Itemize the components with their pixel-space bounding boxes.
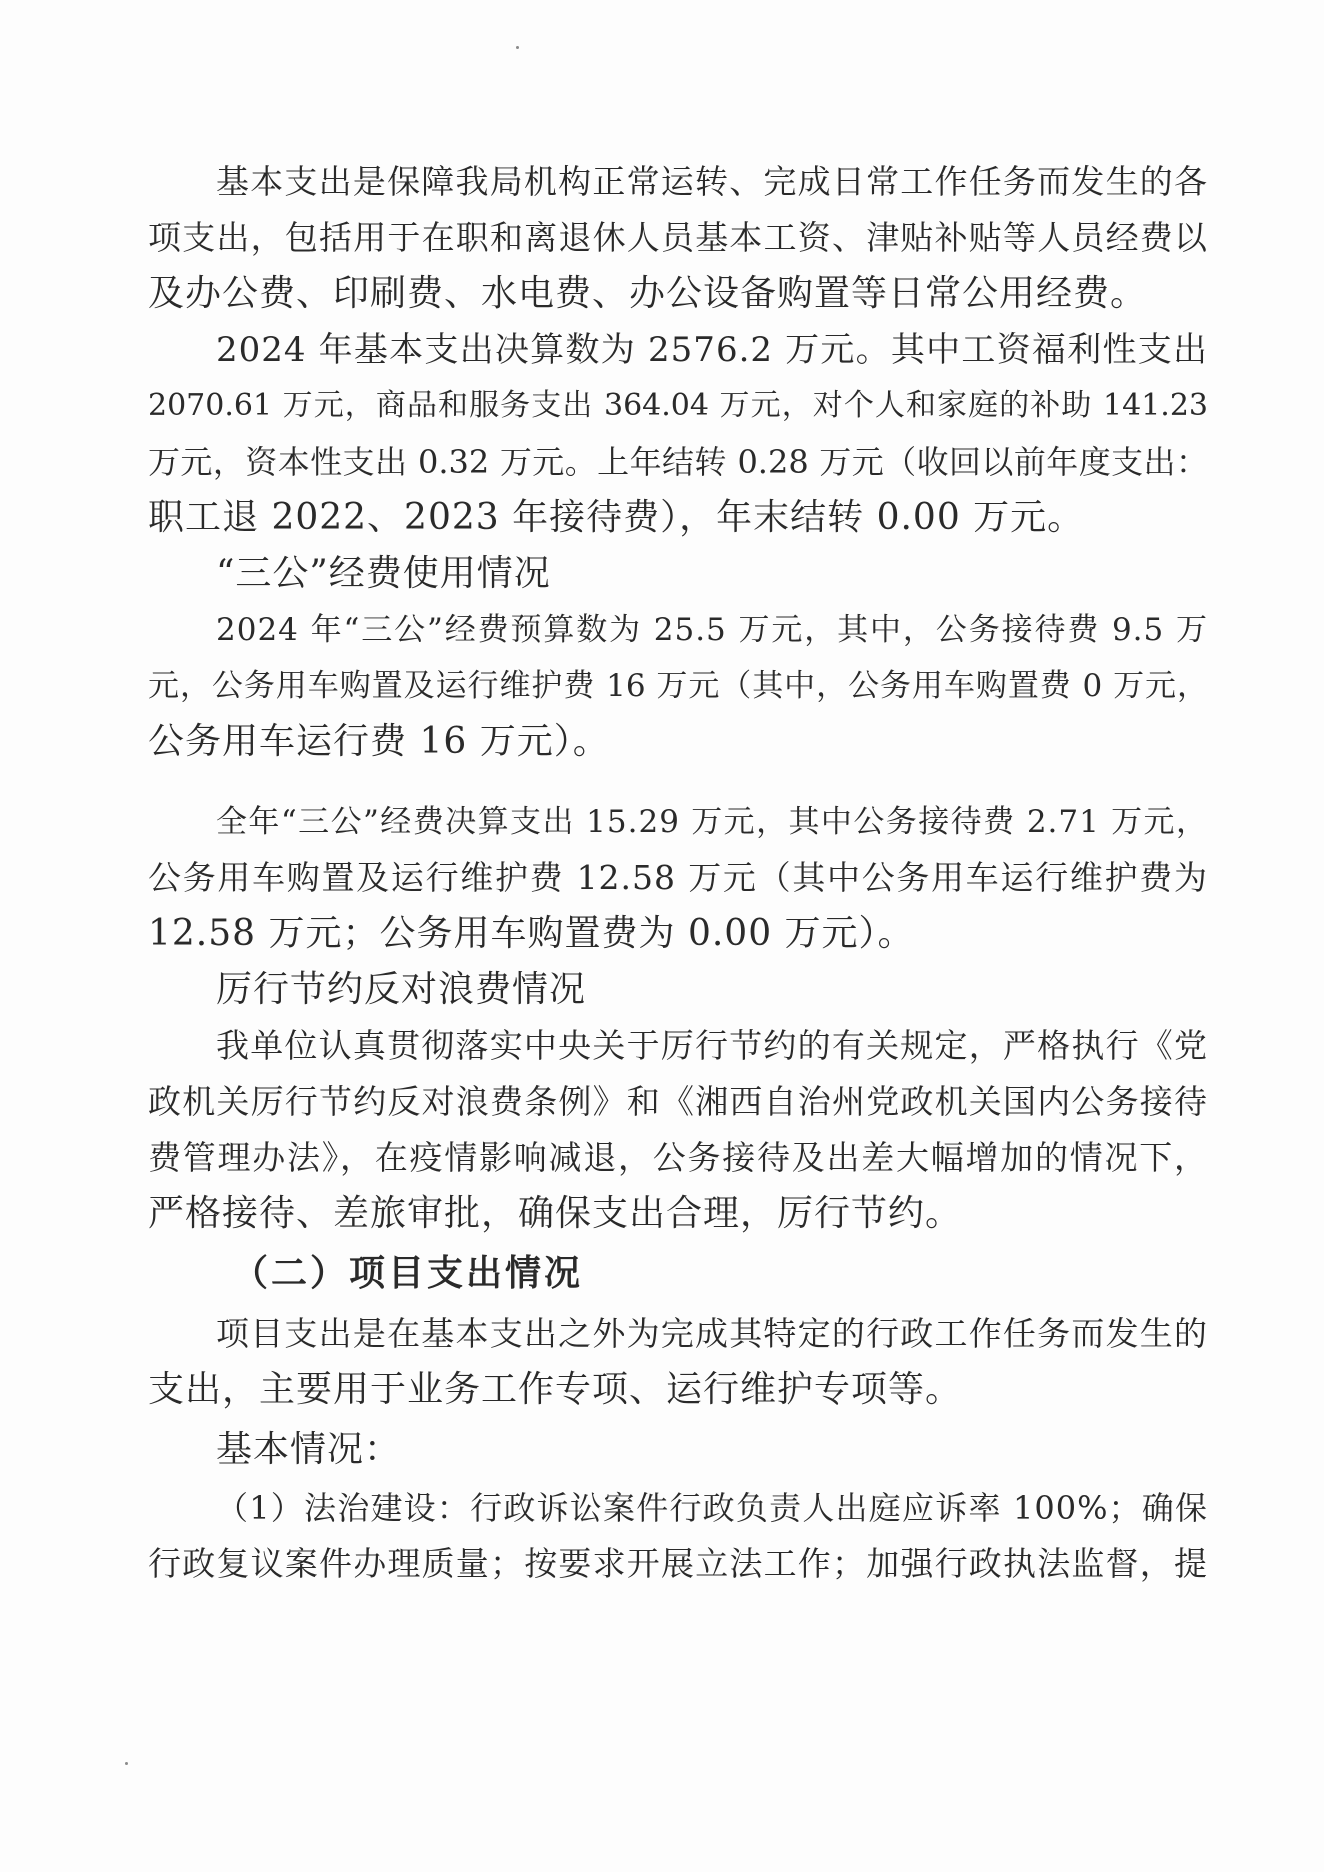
paragraph-line: 全年“三公”经费决算支出 15.29 万元，其中公务接待费 2.71 万元， [216,804,1208,840]
paragraph-line: 项支出，包括用于在职和离退休人员基本工资、津贴补贴等人员经费以 [148,218,1208,257]
paragraph-line: （1）法治建设：行政诉讼案件行政负责人出庭应诉率 100%；确保 [216,1489,1208,1527]
subsection-heading: （二）项目支出情况 [232,1253,584,1294]
paragraph-line: 公务用车运行费 16 万元）。 [148,721,610,762]
section-heading: 基本情况： [216,1429,402,1470]
paragraph-line: 政机关厉行节约反对浪费条例》和《湘西自治州党政机关国内公务接待 [148,1082,1208,1121]
paragraph-line: 2024 年基本支出决算数为 2576.2 万元。其中工资福利性支出 [216,330,1208,370]
paragraph-line: 元，公务用车购置及运行维护费 16 万元（其中，公务用车购置费 0 万元， [148,668,1208,704]
paragraph-line: 严格接待、差旅审批，确保支出合理，厉行节约。 [148,1193,963,1234]
paragraph-line: 我单位认真贯彻落实中央关于厉行节约的有关规定，严格执行《党 [216,1026,1208,1065]
paragraph-line: 2070.61 万元，商品和服务支出 364.04 万元，对个人和家庭的补助 141.23 [148,388,1208,423]
paragraph-line: 支出，主要用于业务工作专项、运行维护专项等。 [148,1369,963,1410]
scan-speck [125,1762,128,1765]
paragraph-line: 及办公费、印刷费、水电费、办公设备购置等日常公用经费。 [148,273,1148,314]
section-heading: “三公”经费使用情况 [216,553,551,594]
paragraph-line: 12.58 万元；公务用车购置费为 0.00 万元）。 [148,913,915,954]
paragraph-line: 职工退 2022、2023 年接待费），年末结转 0.00 万元。 [148,497,1085,538]
paragraph-line: 2024 年“三公”经费预算数为 25.5 万元，其中，公务接待费 9.5 万 [216,612,1208,648]
scan-speck [516,46,519,49]
paragraph-line: 项目支出是在基本支出之外为完成其特定的行政工作任务而发生的 [216,1314,1208,1353]
paragraph-line: 费管理办法》，在疫情影响减退，公务接待及出差大幅增加的情况下， [148,1138,1208,1177]
section-heading: 厉行节约反对浪费情况 [216,969,587,1010]
paragraph-line: 基本支出是保障我局机构正常运转、完成日常工作任务而发生的各 [216,162,1208,201]
paragraph-line: 行政复议案件办理质量；按要求开展立法工作；加强行政执法监督，提 [148,1544,1208,1583]
paragraph-line: 公务用车购置及运行维护费 12.58 万元（其中公务用车运行维护费为 [148,858,1208,897]
paragraph-line: 万元，资本性支出 0.32 万元。上年结转 0.28 万元（收回以前年度支出： [148,443,1208,481]
